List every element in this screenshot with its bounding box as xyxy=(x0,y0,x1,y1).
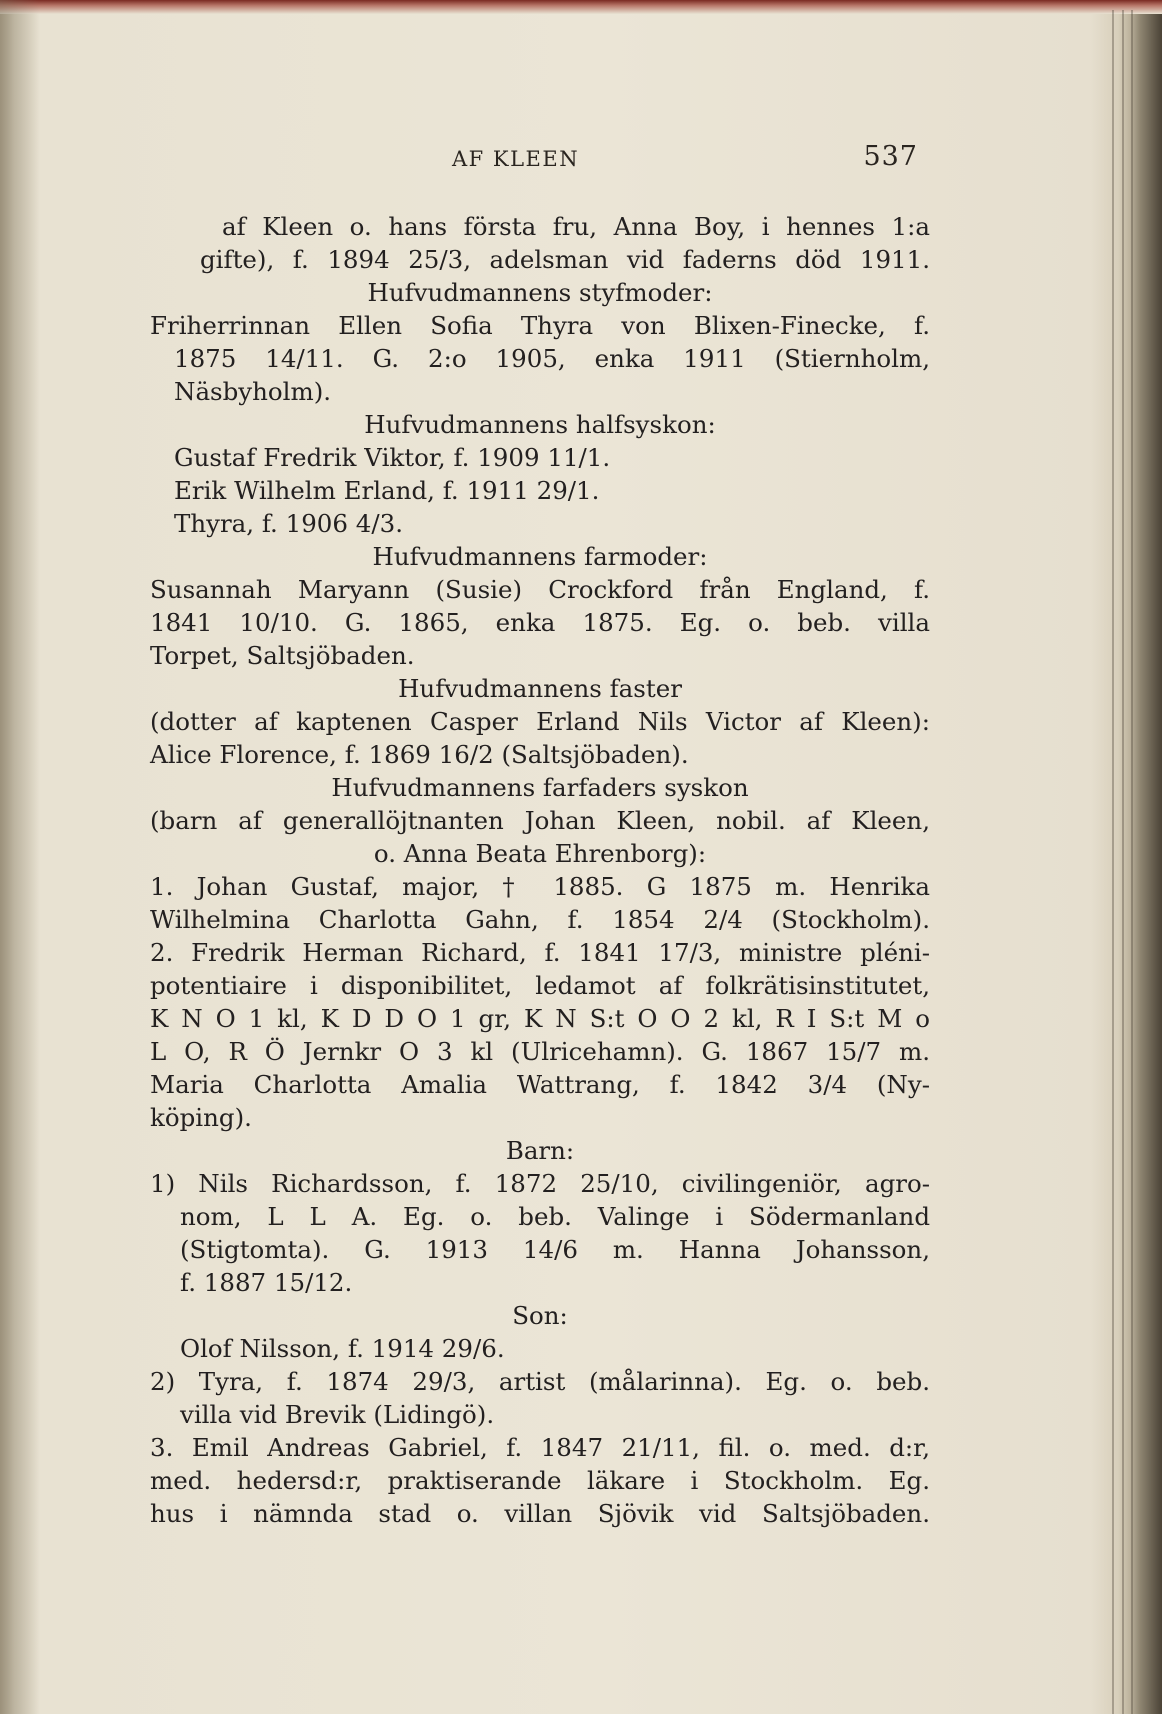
page-top-edge xyxy=(0,0,1162,14)
page-edge-line xyxy=(1122,10,1124,1714)
text-line: f. 1887 15/12. xyxy=(180,1268,353,1297)
text-line: Hufvudmannens halfsyskon: xyxy=(364,410,716,439)
text-line: Erik Wilhelm Erland, f. 1911 29/1. xyxy=(174,476,600,505)
text-line: Maria Charlotta Amalia Wattrang, f. 1842 3/4 (Ny- xyxy=(150,1070,930,1099)
text-line: af Kleen o. hans första fru, Anna Boy, i hennes 1:a xyxy=(222,212,930,241)
text-line: (Stigtomta). G. 1913 14/6 m. Hanna Johansson, xyxy=(180,1235,930,1264)
text-line: Barn: xyxy=(505,1136,575,1165)
text-line: 1. Johan Gustaf, major, † 1885. G 1875 m. Henrika xyxy=(150,872,930,901)
text-line: 1875 14/11. G. 2:o 1905, enka 1911 (Stiernholm, xyxy=(174,344,930,373)
text-line: Torpet, Saltsjöbaden. xyxy=(150,641,415,670)
text-line: villa vid Brevik (Lidingö). xyxy=(180,1400,495,1429)
page-edge-line xyxy=(1112,10,1114,1714)
page-number: 537 xyxy=(863,141,918,172)
text-line: gifte), f. 1894 25/3, adelsman vid faderns död 1911. xyxy=(200,245,930,274)
text-line: Hufvudmannens styfmoder: xyxy=(367,278,713,307)
text-line: 2) Tyra, f. 1874 29/3, artist (målarinna). Eg. o. beb. xyxy=(150,1367,930,1396)
text-line: hus i nämnda stad o. villan Sjövik vid Saltsjöbaden. xyxy=(150,1499,930,1528)
text-line: 1) Nils Richardsson, f. 1872 25/10, civilingeniör, agro- xyxy=(150,1169,930,1198)
text-line: 3. Emil Andreas Gabriel, f. 1847 21/11, fil. o. med. d:r, xyxy=(150,1433,930,1462)
book-gutter-shadow xyxy=(0,0,40,1714)
text-line: o. Anna Beata Ehrenborg): xyxy=(373,839,707,868)
text-line: L O, R Ö Jernkr O 3 kl (Ulricehamn). G. 1867 15/7 m. xyxy=(150,1037,930,1066)
text-line: Wilhelmina Charlotta Gahn, f. 1854 2/4 (Stockholm). xyxy=(150,905,930,934)
text-line: (barn af generallöjtnanten Johan Kleen, nobil. af Kleen, xyxy=(150,806,930,835)
text-line: K N O 1 kl, K D D O 1 gr, K N S:t O O 2 kl, R I S:t M o xyxy=(150,1004,930,1033)
text-line: Son: xyxy=(512,1301,568,1330)
page-edge-line xyxy=(1131,10,1133,1714)
text-line: Hufvudmannens farmoder: xyxy=(372,542,708,571)
text-line: Alice Florence, f. 1869 16/2 (Saltsjöbaden). xyxy=(150,740,689,769)
text-line: potentiaire i disponibilitet, ledamot af folkrätisinstitutet, xyxy=(150,971,930,1000)
text-line: Susannah Maryann (Susie) Crockford från England, f. xyxy=(150,575,930,604)
text-line: 2. Fredrik Herman Richard, f. 1841 17/3, ministre pléni- xyxy=(150,938,930,967)
text-line: köping). xyxy=(150,1103,252,1132)
text-line: nom, L L A. Eg. o. beb. Valinge i Södermanland xyxy=(180,1202,930,1231)
text-line: Gustaf Fredrik Viktor, f. 1909 11/1. xyxy=(174,443,611,472)
text-line: Hufvudmannens farfaders syskon xyxy=(331,773,749,802)
text-line: Thyra, f. 1906 4/3. xyxy=(174,509,403,538)
text-line: (dotter af kaptenen Casper Erland Nils Victor af Kleen): xyxy=(150,707,930,736)
text-line: med. hedersd:r, praktiserande läkare i Stockholm. Eg. xyxy=(150,1466,930,1495)
text-line: Näsbyholm). xyxy=(174,377,332,406)
text-line: Olof Nilsson, f. 1914 29/6. xyxy=(180,1334,505,1363)
text-line: Hufvudmannens faster xyxy=(398,674,682,703)
text-line: Friherrinnan Ellen Sofia Thyra von Blixen-Finecke, f. xyxy=(150,311,930,340)
running-head: AF KLEEN xyxy=(452,147,580,171)
page-header xyxy=(150,141,920,175)
text-line: 1841 10/10. G. 1865, enka 1875. Eg. o. beb. villa xyxy=(150,608,930,637)
